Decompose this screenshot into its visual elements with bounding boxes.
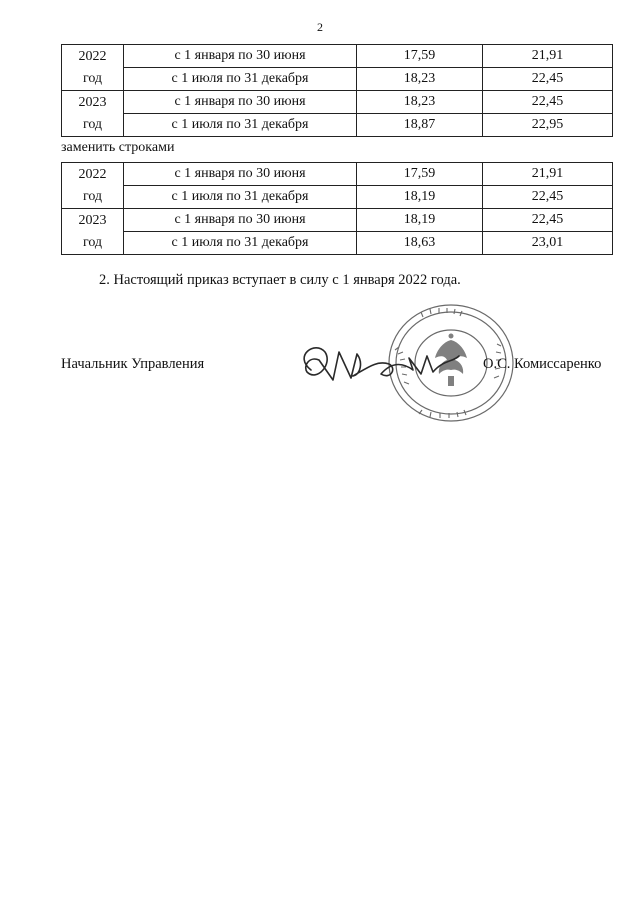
tariff-table-old xyxy=(61,44,613,137)
value-cell: 18,23 xyxy=(357,68,483,91)
value-cell: 18,23 xyxy=(357,91,483,114)
value-cell: 22,45 xyxy=(483,68,613,91)
table-row xyxy=(62,209,613,232)
period-cell: с 1 июля по 31 декабря xyxy=(124,232,357,255)
period-cell: с 1 июля по 31 декабря xyxy=(124,186,357,209)
table-row xyxy=(62,68,613,91)
table-row xyxy=(62,45,613,68)
year-cell xyxy=(62,209,124,255)
value-cell: 23,01 xyxy=(483,232,613,255)
period-cell: с 1 января по 30 июня xyxy=(124,91,357,114)
period-cell: с 1 июля по 31 декабря xyxy=(124,68,357,91)
value-cell: 22,45 xyxy=(483,209,613,232)
table-row xyxy=(62,114,613,137)
value-cell: 22,95 xyxy=(483,114,613,137)
period-cell: с 1 января по 30 июня xyxy=(124,45,357,68)
year-value: 2023 xyxy=(78,94,107,110)
value-cell: 21,91 xyxy=(483,45,613,68)
period-cell: с 1 января по 30 июня xyxy=(124,163,357,186)
year-suffix: год xyxy=(82,188,103,204)
replace-label: заменить строками xyxy=(61,140,175,155)
value-cell: 18,63 xyxy=(357,232,483,255)
year-suffix: год xyxy=(82,70,103,86)
year-value: 2022 xyxy=(78,166,107,182)
signature xyxy=(293,330,463,400)
year-cell xyxy=(62,91,124,137)
year-suffix: год xyxy=(82,116,103,132)
period-cell: с 1 января по 30 июня xyxy=(124,209,357,232)
tariff-table-new xyxy=(61,162,613,255)
value-cell: 18,87 xyxy=(357,114,483,137)
value-cell: 18,19 xyxy=(357,186,483,209)
clause-2: 2. Настоящий приказ вступает в силу с 1 января 2022 года. xyxy=(99,272,461,288)
value-cell: 17,59 xyxy=(357,45,483,68)
page-number: 2 xyxy=(317,20,323,34)
year-value: 2023 xyxy=(78,212,107,228)
table-row xyxy=(62,232,613,255)
value-cell: 21,91 xyxy=(483,163,613,186)
year-suffix: год xyxy=(82,234,103,250)
signer-name: О.С. Комиссаренко xyxy=(483,356,602,372)
signer-title: Начальник Управления xyxy=(61,356,205,372)
value-cell: 22,45 xyxy=(483,91,613,114)
value-cell: 17,59 xyxy=(357,163,483,186)
year-cell xyxy=(62,45,124,91)
year-cell xyxy=(62,163,124,209)
table-row xyxy=(62,163,613,186)
value-cell: 18,19 xyxy=(357,209,483,232)
year-value: 2022 xyxy=(78,48,107,64)
table-row xyxy=(62,186,613,209)
table-row xyxy=(62,91,613,114)
period-cell: с 1 июля по 31 декабря xyxy=(124,114,357,137)
value-cell: 22,45 xyxy=(483,186,613,209)
